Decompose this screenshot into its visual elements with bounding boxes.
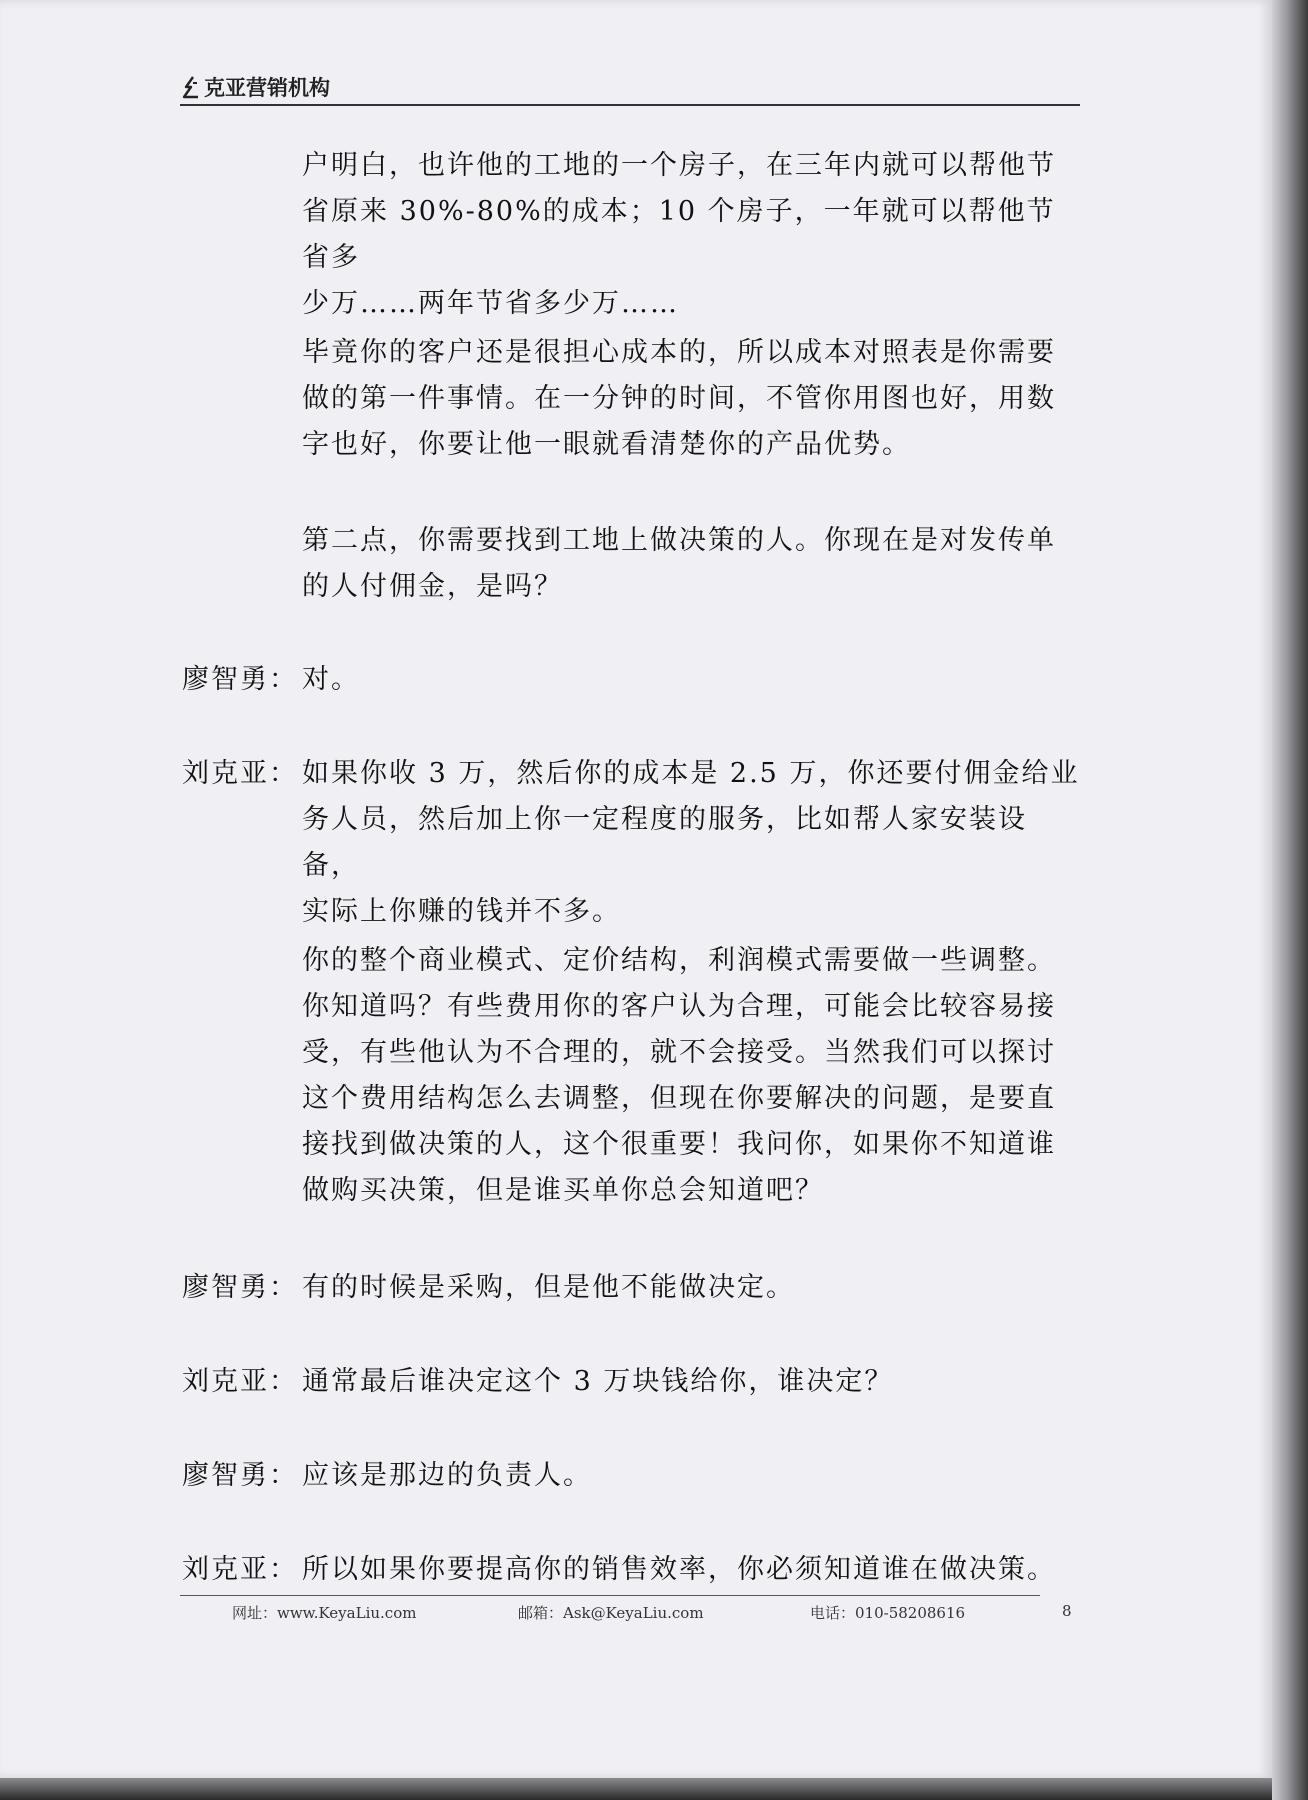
dialogue-text: 对。: [302, 664, 360, 695]
text-line: 做的第一件事情。在一分钟的时间，不管你用图也好，用数: [302, 383, 1056, 414]
dialogue-line-1: [182, 657, 1080, 703]
text-line: 字也好，你要让他一眼就看清楚你的产品优势。: [302, 429, 911, 460]
page-header: [180, 72, 1080, 102]
paragraph-1: [302, 143, 1080, 327]
text-line: 少万……两年节省多少万……: [302, 288, 679, 319]
dialogue-text: 应该是那边的负责人。: [302, 1460, 592, 1491]
speaker-name: 廖智勇：: [182, 1460, 298, 1491]
text-line: 毕竟你的客户还是很担心成本的，所以成本对照表是你需要: [302, 337, 1056, 368]
dialogue-line-2: [182, 751, 1080, 935]
dialogue-line-6: [182, 1547, 1080, 1593]
speaker-name: 刘克亚：: [182, 1366, 298, 1397]
keya-logo-icon: [180, 75, 202, 99]
speaker-name: 刘克亚：: [182, 1554, 298, 1585]
footer-email: 邮箱：Ask@KeyaLiu.com: [518, 1604, 704, 1622]
text-line: 你的整个商业模式、定价结构，利润模式需要做一些调整。: [302, 945, 1056, 976]
dialogue-text: 有的时候是采购，但是他不能做决定。: [302, 1272, 795, 1303]
footer-phone: 电话：010-58208616: [810, 1604, 966, 1622]
speaker-name: 廖智勇：: [182, 1272, 298, 1303]
dialogue-text: 如果你收 3 万，然后你的成本是 2.5 万，你还要付佣金给业: [302, 758, 1080, 789]
footer-website: 网址：www.KeyaLiu.com: [232, 1604, 417, 1622]
paragraph-4: [302, 938, 1080, 1214]
header-divider: [180, 104, 1080, 106]
text-line: 的人付佣金，是吗？: [302, 571, 563, 602]
dialogue-continuation: 务人员，然后加上你一定程度的服务，比如帮人家安装设备，: [302, 804, 1027, 881]
bleed-through-texture: [185, 245, 245, 265]
paragraph-2: [302, 330, 1080, 468]
page-bottom-shadow: [0, 1778, 1272, 1800]
dialogue-text: 所以如果你要提高你的销售效率，你必须知道谁在做决策。: [302, 1554, 1056, 1585]
text-line: 受，有些他认为不合理的，就不会接受。当然我们可以探讨: [302, 1037, 1056, 1068]
paragraph-3: [302, 518, 1080, 610]
text-line: 接找到做决策的人，这个很重要！我问你，如果你不知道谁: [302, 1129, 1056, 1160]
dialogue-line-4: [182, 1359, 1080, 1405]
brand-name: 克亚营销机构: [204, 76, 330, 100]
text-line: 做购买决策，但是谁买单你总会知道吧？: [302, 1175, 824, 1206]
page-number: 8: [1062, 1602, 1072, 1620]
text-line: 第二点，你需要找到工地上做决策的人。你现在是对发传单: [302, 525, 1056, 556]
text-line: 这个费用结构怎么去调整，但现在你要解决的问题，是要直: [302, 1083, 1056, 1114]
dialogue-line-5: [182, 1453, 1080, 1499]
speaker-name: 刘克亚：: [182, 758, 298, 789]
text-line: 户明白，也许他的工地的一个房子，在三年内就可以帮他节: [302, 150, 1056, 181]
page-edge-shadow: [1272, 0, 1308, 1800]
speaker-name: 廖智勇：: [182, 664, 298, 695]
dialogue-line-3: [182, 1265, 1080, 1311]
text-line: 你知道吗？有些费用你的客户认为合理，可能会比较容易接: [302, 991, 1056, 1022]
footer-divider: [180, 1595, 1040, 1596]
dialogue-continuation: 实际上你赚的钱并不多。: [302, 896, 621, 927]
text-line: 省原来 30%-80%的成本；10 个房子，一年就可以帮他节省多: [302, 196, 1056, 273]
dialogue-text: 通常最后谁决定这个 3 万块钱给你，谁决定？: [302, 1366, 894, 1397]
